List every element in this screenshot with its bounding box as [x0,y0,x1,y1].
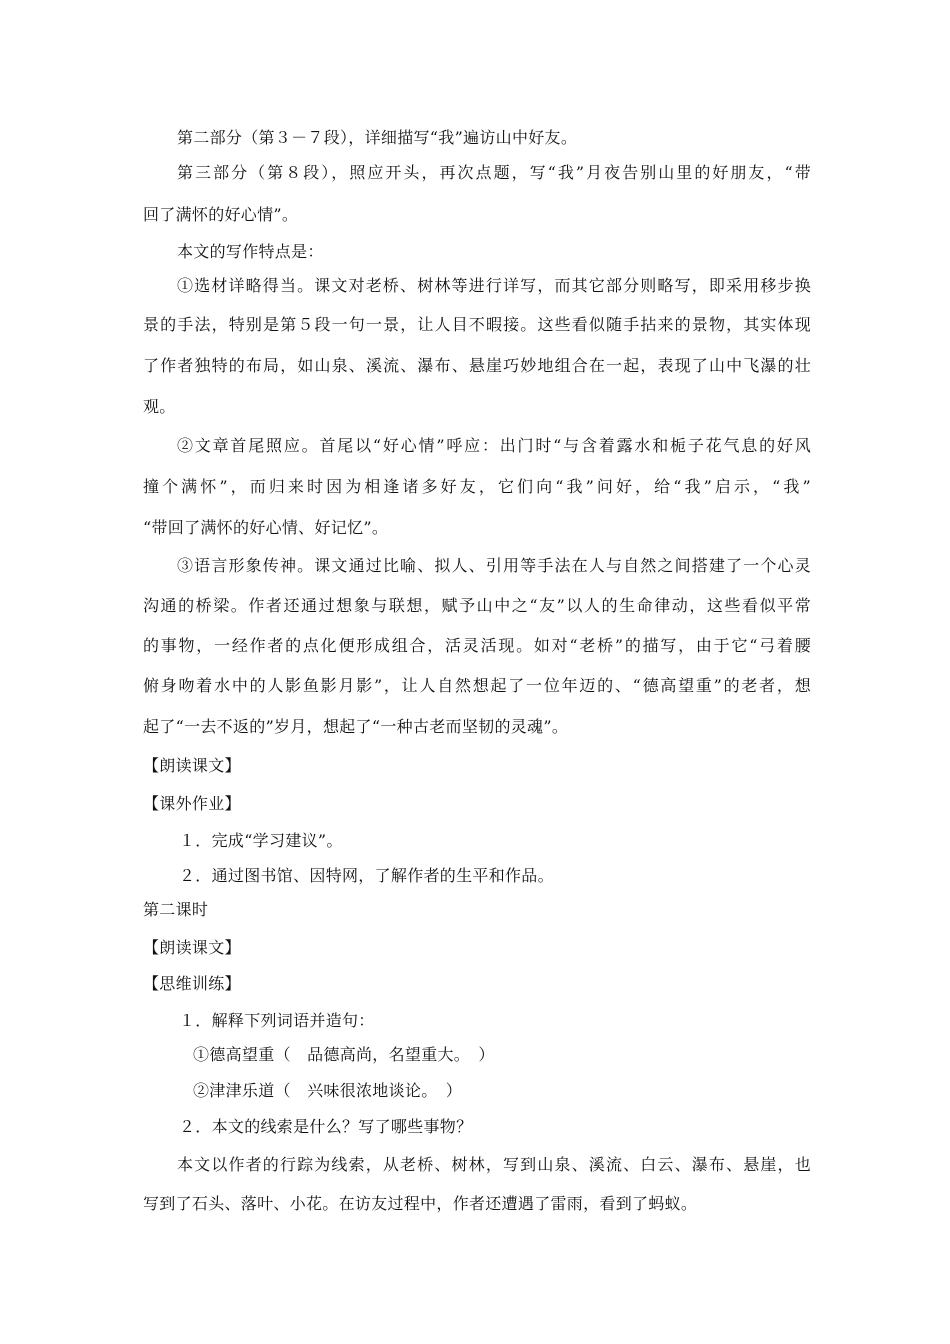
list-item: ①德高望重（ 品德高尚，名望重大。 ） [193,1045,495,1064]
text-line: ③语言形象传神。课文通过比喻、拟人、引用等手法在人与自然之间搭建了一个心灵 [177,556,811,575]
section-heading: 【课外作业】 [143,794,241,813]
section-heading: 【朗读课文】 [143,756,241,775]
section-heading: 第二课时 [143,900,209,919]
text-line: 撞个满怀”，而归来时因为相逢诸多好友，它们向“我”问好，给“我”启示，“我” [143,477,811,496]
text-line: 起了“一去不返的”岁月，想起了“一种古老而坚韧的灵魂”。 [143,717,569,736]
text-line: 的事物，一经作者的点化便形成组合，活灵活现。如对“老桥”的描写，由于它“弓着腰 [143,636,811,655]
text-line: 景的手法，特别是第５段一句一景，让人目不暇接。这些看似随手拈来的景物，其实体现 [143,315,811,334]
text-line: 本文的写作特点是： [177,242,324,261]
list-item: ②津津乐道（ 兴味很浓地谈论。 ） [193,1081,463,1100]
text-line: ②文章首尾照应。首尾以“好心情”呼应：出门时“与含着露水和栀子花气息的好风 [177,436,811,455]
text-line: 第三部分（第８段），照应开头，再次点题，写“我”月夜告别山里的好朋友，“带 [177,163,811,182]
text-line: 了作者独特的布局，如山泉、溪流、瀑布、悬崖巧妙地组合在一起，表现了山中飞瀑的壮 [143,356,811,375]
text-line: 俯身吻着水中的人影鱼影月影”，让人自然想起了一位年迈的、“德高望重”的老者，想 [143,676,811,695]
text-line: 回了满怀的好心情”。 [143,205,299,224]
text-line: ①选材详略得当。课文对老桥、树林等进行详写，而其它部分则略写，即采用移步换 [177,276,811,295]
list-item: １．完成“学习建议”。 [179,831,343,850]
text-line: “带回了满怀的好心情、好记忆”。 [143,518,389,537]
text-line: 观。 [143,397,176,416]
list-item: ２．本文的线索是什么？写了哪些事物？ [179,1117,473,1136]
list-item: １．解释下列词语并造句： [179,1011,375,1030]
list-item: ２．通过图书馆、因特网，了解作者的生平和作品。 [179,866,554,885]
section-heading: 【思维训练】 [143,974,241,993]
text-line: 第二部分（第３－７段），详细描写“我”遍访山中好友。 [177,128,578,147]
text-line: 写到了石头、落叶、小花。在访友过程中，作者还遭遇了雷雨，看到了蚂蚁。 [143,1194,698,1213]
text-line: 本文以作者的行踪为线索，从老桥、树林，写到山泉、溪流、白云、瀑布、悬崖，也 [177,1155,811,1174]
section-heading: 【朗读课文】 [143,938,241,957]
text-line: 沟通的桥梁。作者还通过想象与联想，赋予山中之“友”以人的生命律动，这些看似平常 [143,596,811,615]
